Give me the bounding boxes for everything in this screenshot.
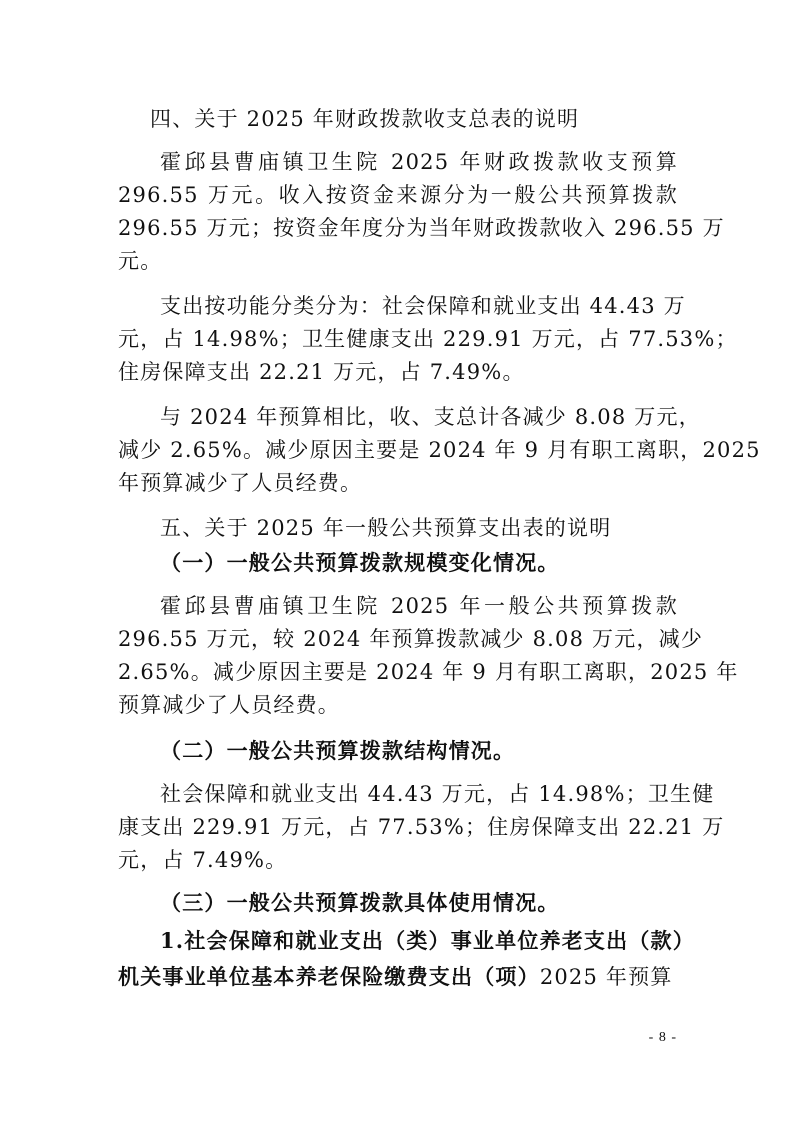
section4-para1-line2: 296.55 万元。收入按资金来源分为一般公共预算拨款 bbox=[118, 183, 678, 207]
page-number: - 8 - bbox=[648, 1030, 677, 1045]
section4-para3-line2: 减少 2.65%。减少原因主要是 2024 年 9 月有职工离职，2025 bbox=[118, 438, 761, 462]
section4-para2-line1: 支出按功能分类分为：社会保障和就业支出 44.43 万 bbox=[160, 294, 686, 318]
section5-sub3-item1-line2-bold: 机关事业单位基本养老保险缴费支出（项） bbox=[118, 964, 540, 989]
section5-sub3-item1-line1: 1.社会保障和就业支出（类）事业单位养老支出（款） bbox=[160, 928, 695, 953]
section5-sub2-line1: 社会保障和就业支出 44.43 万元，占 14.98%；卫生健 bbox=[160, 782, 715, 806]
section4-para1-line1: 霍邱县曹庙镇卫生院 2025 年财政拨款收支预算 bbox=[160, 150, 678, 174]
section5-sub2-heading: （二）一般公共预算拨款结构情况。 bbox=[160, 738, 516, 763]
section5-sub3-item1-line2-rest: 2025 年预算 bbox=[539, 965, 673, 989]
section4-heading: 四、关于 2025 年财政拨款收支总表的说明 bbox=[150, 107, 580, 131]
section5-sub2-line3: 元，占 7.49%。 bbox=[118, 848, 288, 872]
section4-para3-line1: 与 2024 年预算相比，收、支总计各减少 8.08 万元， bbox=[160, 405, 701, 429]
section5-sub1-line3: 2.65%。减少原因主要是 2024 年 9 月有职工离职，2025 年 bbox=[118, 660, 739, 684]
section4-para1-line4: 元。 bbox=[118, 249, 163, 273]
section5-sub3-item1-line2 bbox=[118, 960, 678, 994]
section5-sub2-line2: 康支出 229.91 万元，占 77.53%；住房保障支出 22.21 万 bbox=[118, 815, 725, 839]
section4-para2-line2: 元，占 14.98%；卫生健康支出 229.91 万元，占 77.53%； bbox=[118, 327, 738, 351]
section5-sub1-line1: 霍邱县曹庙镇卫生院 2025 年一般公共预算拨款 bbox=[160, 594, 678, 618]
section5-sub1-line4: 预算减少了人员经费。 bbox=[118, 693, 340, 717]
section5-sub3-heading: （三）一般公共预算拨款具体使用情况。 bbox=[160, 890, 560, 915]
section4-para1-line3: 296.55 万元；按资金年度分为当年财政拨款收入 296.55 万 bbox=[118, 216, 725, 240]
section5-sub1-line2: 296.55 万元，较 2024 年预算拨款减少 8.08 万元，减少 bbox=[118, 627, 704, 651]
section5-sub1-heading: （一）一般公共预算拨款规模变化情况。 bbox=[160, 550, 560, 575]
section4-para2-line3: 住房保障支出 22.21 万元，占 7.49%。 bbox=[118, 360, 525, 384]
section4-para3-line3: 年预算减少了人员经费。 bbox=[118, 471, 363, 495]
section5-heading: 五、关于 2025 年一般公共预算支出表的说明 bbox=[160, 516, 612, 540]
